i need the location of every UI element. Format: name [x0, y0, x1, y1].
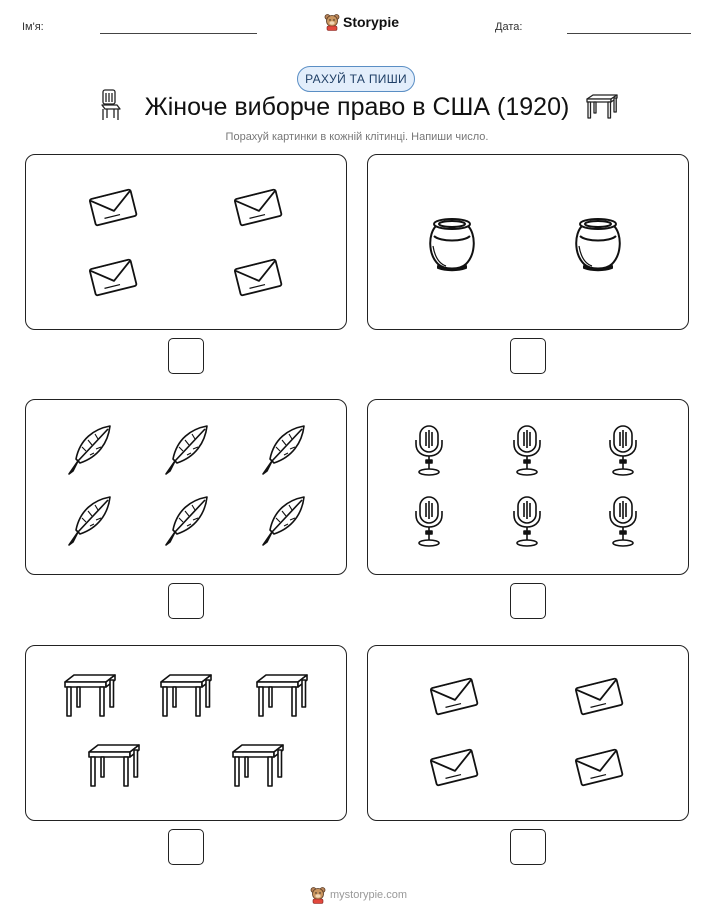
footer — [310, 886, 407, 904]
table-icon — [62, 672, 118, 720]
date-label: Дата: — [495, 21, 523, 33]
bear-logo-icon — [324, 13, 340, 31]
microphone-icon — [512, 424, 542, 478]
table-icon — [585, 93, 619, 121]
count-cell-1 — [25, 154, 347, 330]
answer-box-3[interactable] — [168, 583, 204, 619]
table-icon — [158, 672, 214, 720]
microphone-icon — [512, 495, 542, 549]
activity-badge: РАХУЙ ТА ПИШИ — [297, 66, 415, 92]
quill-icon — [64, 423, 114, 477]
envelope-icon — [88, 256, 138, 298]
envelope-icon — [233, 186, 283, 228]
microphone-icon — [608, 424, 638, 478]
table-icon — [254, 672, 310, 720]
quill-icon — [64, 494, 114, 548]
envelope-icon — [574, 746, 624, 788]
answer-box-5[interactable] — [168, 829, 204, 865]
envelope-icon — [574, 675, 624, 717]
answer-box-1[interactable] — [168, 338, 204, 374]
answer-box-6[interactable] — [510, 829, 546, 865]
pot-icon — [572, 214, 624, 272]
envelope-icon — [429, 746, 479, 788]
name-label: Ім'я: — [22, 21, 44, 33]
envelope-icon — [429, 675, 479, 717]
count-cell-2 — [367, 154, 689, 330]
page-title: Жіноче виборче право в США (1920) — [144, 93, 570, 121]
answer-box-4[interactable] — [510, 583, 546, 619]
instructions: Порахуй картинки в кожній клітинці. Напиши число. — [225, 131, 489, 143]
logo-text: Storypie — [343, 14, 400, 30]
microphone-icon — [414, 424, 444, 478]
date-line[interactable] — [567, 33, 691, 34]
footer-url[interactable]: mystorypie.com — [330, 889, 408, 901]
quill-icon — [258, 423, 308, 477]
table-icon — [230, 742, 286, 790]
envelope-icon — [233, 256, 283, 298]
pot-icon — [426, 214, 478, 272]
name-line[interactable] — [100, 33, 257, 34]
bear-logo-icon — [310, 886, 326, 904]
table-icon — [86, 742, 142, 790]
count-cell-6 — [367, 645, 689, 821]
storypie-logo — [324, 13, 399, 31]
quill-icon — [161, 494, 211, 548]
envelope-icon — [88, 186, 138, 228]
microphone-icon — [608, 495, 638, 549]
quill-icon — [161, 423, 211, 477]
quill-icon — [258, 494, 308, 548]
microphone-icon — [414, 495, 444, 549]
answer-box-2[interactable] — [510, 338, 546, 374]
